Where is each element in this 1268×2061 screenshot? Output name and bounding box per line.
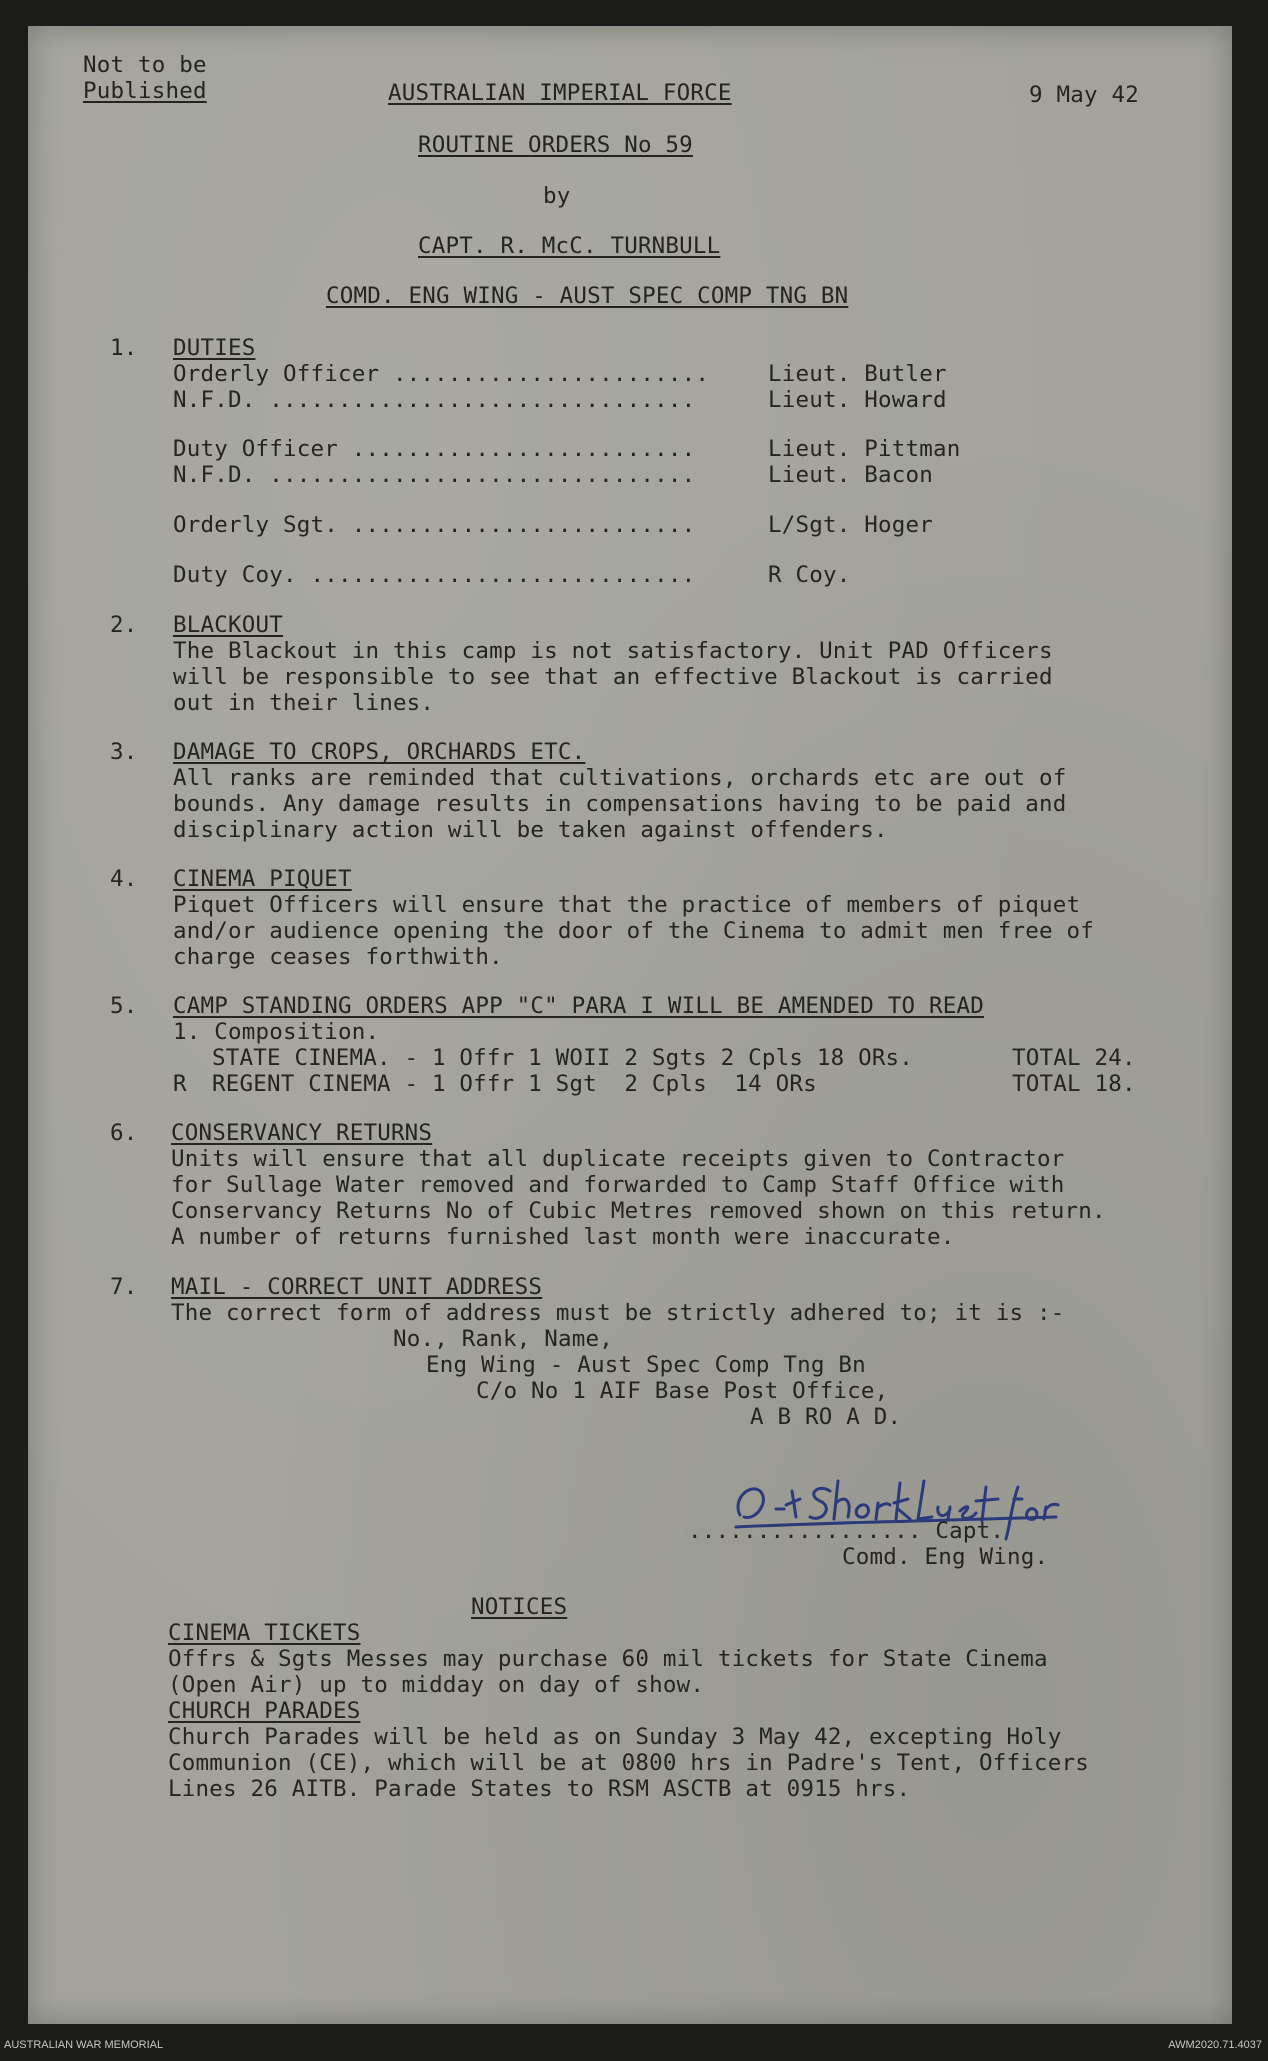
stamp-line-1: Not to be <box>83 52 207 78</box>
commander-name: CAPT. R. McC. TURNBULL <box>418 233 721 259</box>
section-heading-conservancy: CONSERVANCY RETURNS <box>171 1120 433 1146</box>
composition-total: TOTAL 18. <box>1012 1071 1136 1097</box>
section-number: 6. <box>110 1120 138 1146</box>
paragraph-line: (Open Air) up to midday on day of show. <box>168 1672 705 1698</box>
document-page <box>28 26 1232 2024</box>
duty-role: Orderly Officer ....................... <box>173 361 710 387</box>
section-heading-mail: MAIL - CORRECT UNIT ADDRESS <box>171 1274 543 1300</box>
notice-heading-church: CHURCH PARADES <box>168 1698 361 1724</box>
paragraph-line: for Sullage Water removed and forwarded to Camp Staff Office with <box>171 1172 1065 1198</box>
margin-mark: R <box>173 1071 187 1097</box>
duty-name: Lieut. Bacon <box>768 462 933 488</box>
section-number: 4. <box>110 866 138 892</box>
duty-role: N.F.D. ............................... <box>173 387 696 413</box>
document-date: 9 May 42 <box>1029 82 1139 108</box>
paragraph-line: out in their lines. <box>173 690 435 716</box>
address-line: C/o No 1 AIF Base Post Office, <box>476 1378 889 1404</box>
paragraph-line: Piquet Officers will ensure that the practice of members of piquet <box>173 892 1081 918</box>
section-heading-damage: DAMAGE TO CROPS, ORCHARDS ETC. <box>173 739 586 765</box>
section-heading-blackout: BLACKOUT <box>173 612 283 638</box>
duty-role: Duty Officer ......................... <box>173 436 696 462</box>
section-number: 3. <box>110 739 138 765</box>
section-number: 7. <box>110 1274 138 1300</box>
signature-capt-line: ................. Capt. <box>688 1518 1005 1544</box>
paragraph-line: bounds. Any damage results in compensations having to be paid and <box>173 791 1067 817</box>
address-line: Eng Wing - Aust Spec Comp Tng Bn <box>426 1352 866 1378</box>
duty-name: Lieut. Butler <box>768 361 947 387</box>
stamp-line-2: Published <box>83 78 207 104</box>
notice-heading-cinema: CINEMA TICKETS <box>168 1620 361 1646</box>
paragraph-line: Conservancy Returns No of Cubic Metres removed shown on this return. <box>171 1198 1106 1224</box>
section-number: 2. <box>110 612 138 638</box>
duty-name: Lieut. Pittman <box>768 436 961 462</box>
archive-reference: AWM2020.71.4037 <box>1168 2039 1262 2051</box>
composition-label: 1. Composition. <box>173 1019 380 1045</box>
paragraph-line: The Blackout in this camp is not satisfactory. Unit PAD Officers <box>173 638 1053 664</box>
paragraph-line: Communion (CE), which will be at 0800 hrs in Padre's Tent, Officers <box>168 1750 1089 1776</box>
section-number: 5. <box>110 993 138 1019</box>
duty-role: N.F.D. ............................... <box>173 462 696 488</box>
unit-name: COMD. ENG WING - AUST SPEC COMP TNG BN <box>326 283 849 309</box>
duty-name: L/Sgt. Hoger <box>768 512 933 538</box>
section-heading-camp-standing: CAMP STANDING ORDERS APP "C" PARA I WILL BE AMENDED TO READ <box>173 993 985 1019</box>
section-heading-cinema-piquet: CINEMA PIQUET <box>173 866 352 892</box>
duty-name: R Coy. <box>768 562 851 588</box>
duty-role: Orderly Sgt. ......................... <box>173 512 696 538</box>
duty-name: Lieut. Howard <box>768 387 947 413</box>
composition-row: REGENT CINEMA - 1 Offr 1 Sgt 2 Cpls 14 ORs <box>212 1071 817 1097</box>
paragraph-line: disciplinary action will be taken against offenders. <box>173 817 888 843</box>
paragraph-line: The correct form of address must be strictly adhered to; it is :- <box>171 1300 1065 1326</box>
by-line: by <box>543 183 571 209</box>
paragraph-line: All ranks are reminded that cultivations, orchards etc are out of <box>173 765 1067 791</box>
address-line: A B RO A D. <box>750 1404 902 1430</box>
paragraph-line: Church Parades will be held as on Sunday 3 May 42, excepting Holy <box>168 1724 1062 1750</box>
paragraph-line: Units will ensure that all duplicate receipts given to Contractor <box>171 1146 1065 1172</box>
paragraph-line: Offrs & Sgts Messes may purchase 60 mil tickets for State Cinema <box>168 1646 1048 1672</box>
address-line: No., Rank, Name, <box>393 1326 613 1352</box>
paragraph-line: charge ceases forthwith. <box>173 944 503 970</box>
composition-total: TOTAL 24. <box>1012 1045 1136 1071</box>
paragraph-line: and/or audience opening the door of the Cinema to admit men free of <box>173 918 1094 944</box>
paragraph-line: Lines 26 AITB. Parade States to RSM ASCTB at 0915 hrs. <box>168 1776 911 1802</box>
section-heading-duties: DUTIES <box>173 335 256 361</box>
notices-title: NOTICES <box>471 1594 568 1620</box>
section-number: 1. <box>110 335 138 361</box>
signature-comd-line: Comd. Eng Wing. <box>842 1544 1049 1570</box>
paragraph-line: will be responsible to see that an effective Blackout is carried <box>173 664 1053 690</box>
archive-credit: AUSTRALIAN WAR MEMORIAL <box>4 2039 164 2051</box>
org-title: AUSTRALIAN IMPERIAL FORCE <box>388 80 732 106</box>
paragraph-line: A number of returns furnished last month were inaccurate. <box>171 1224 955 1250</box>
orders-title: ROUTINE ORDERS No 59 <box>418 132 693 158</box>
duty-role: Duty Coy. ............................ <box>173 562 696 588</box>
composition-row: STATE CINEMA. - 1 Offr 1 WOII 2 Sgts 2 Cpls 18 ORs. <box>212 1045 914 1071</box>
